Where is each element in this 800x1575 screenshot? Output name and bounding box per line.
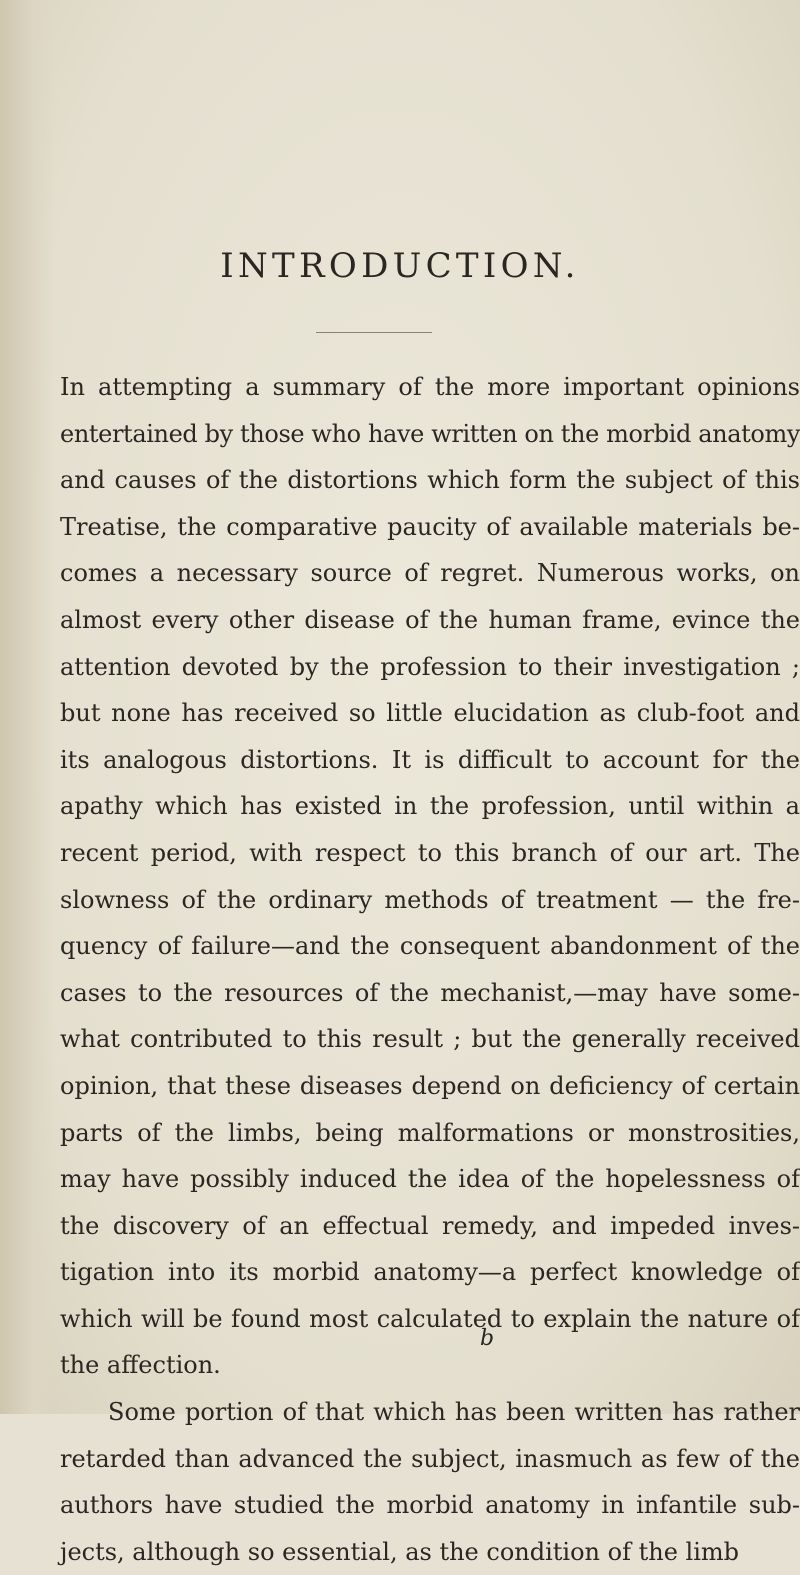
- text-line: tigation into its morbid anatomy—a perfect knowledge of: [60, 1258, 800, 1287]
- text-line: may have possibly induced the idea of the hopelessness of: [60, 1165, 800, 1194]
- page-edge-shadow: [0, 0, 55, 1414]
- text-line: quency of failure—and the consequent abandonment of the: [60, 932, 800, 961]
- text-line: and causes of the distortions which form the subject of this: [60, 466, 800, 495]
- text-line: its analogous distortions. It is difficult to account for the: [60, 745, 800, 774]
- text-line: what contributed to this result ; but the generally received: [60, 1025, 800, 1054]
- chapter-heading: INTRODUCTION.: [220, 246, 580, 286]
- text-line: Some portion of that which has been written has rather: [108, 1398, 800, 1427]
- text-line: Treatise, the comparative paucity of available materials be-: [60, 512, 800, 541]
- text-line: entertained by those who have written on the morbid anatomy: [60, 419, 800, 448]
- text-line: attention devoted by the profession to their investigation ;: [60, 652, 800, 681]
- signature-mark: b: [480, 1326, 495, 1351]
- text-line: the affection.: [60, 1351, 221, 1380]
- text-line: authors have studied the morbid anatomy in infantile sub-: [60, 1491, 800, 1520]
- text-line: which will be found most calculated to explain the nature of: [60, 1304, 800, 1333]
- text-line: In attempting a summary of the more important opinions: [60, 373, 800, 401]
- heading-rule: [316, 332, 432, 333]
- text-line: slowness of the ordinary methods of treatment — the fre-: [60, 885, 800, 914]
- text-line: the discovery of an effectual remedy, and impeded inves-: [60, 1211, 800, 1240]
- text-line: recent period, with respect to this branch of our art. The: [60, 838, 800, 867]
- text-line: but none has received so little elucidation as club-foot and: [60, 699, 800, 728]
- body-text: [60, 364, 800, 1575]
- text-line: jects, although so essential, as the condition of the limb: [60, 1537, 739, 1566]
- text-line: parts of the limbs, being malformations or monstrosities,: [60, 1118, 800, 1147]
- text-line: comes a necessary source of regret. Numerous works, on: [60, 559, 800, 588]
- text-line: cases to the resources of the mechanist,—may have some-: [60, 978, 800, 1007]
- text-line: opinion, that these diseases depend on deficiency of certain: [60, 1071, 800, 1100]
- text-line: apathy which has existed in the profession, until within a: [60, 792, 800, 821]
- text-line: almost every other disease of the human frame, evince the: [60, 605, 800, 634]
- text-line: retarded than advanced the subject, inasmuch as few of the: [60, 1444, 800, 1473]
